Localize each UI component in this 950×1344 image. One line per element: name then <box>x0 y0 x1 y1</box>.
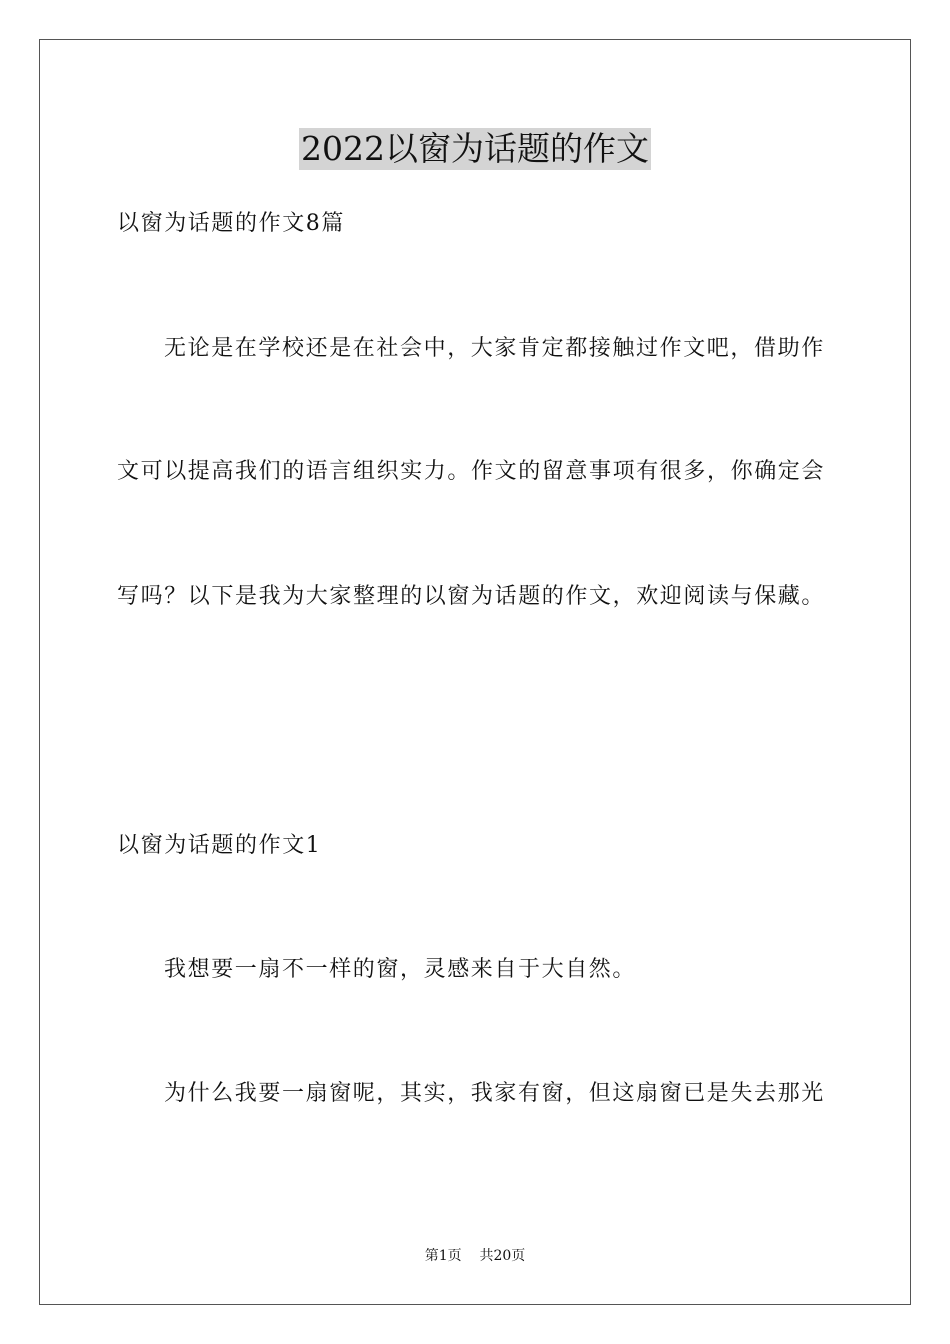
document-title: 2022以窗为话题的作文 <box>301 129 649 168</box>
page-number: 第1页 <box>424 1248 462 1264</box>
section-line-1: 我想要一扇不一样的窗，灵感来自于大自然。 <box>164 957 637 982</box>
section-line-2: 为什么我要一扇窗呢，其实，我家有窗，但这扇窗已是失去那光 <box>164 1081 825 1106</box>
intro-line-3: 写吗？以下是我为大家整理的以窗为话题的作文，欢迎阅读与保藏。 <box>117 584 826 609</box>
intro-line-1: 无论是在学校还是在社会中，大家肯定都接触过作文吧，借助作 <box>164 336 825 361</box>
page-footer <box>0 1246 950 1266</box>
document-subtitle: 以窗为话题的作文8篇 <box>117 211 345 236</box>
section-heading: 以窗为话题的作文1 <box>117 833 322 858</box>
intro-line-2: 文可以提高我们的语言组织实力。作文的留意事项有很多，你确定会 <box>117 459 826 484</box>
title-container <box>0 128 950 170</box>
page-total: 共20页 <box>479 1248 526 1264</box>
